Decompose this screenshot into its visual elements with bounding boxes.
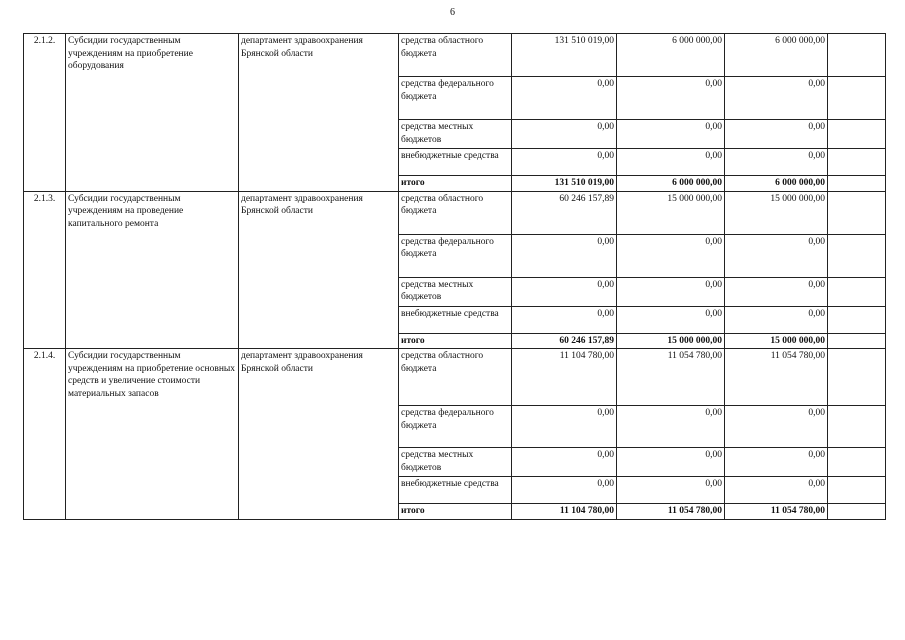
- funding-source: средства местных бюджетов: [399, 277, 512, 306]
- funding-source: внебюджетные средства: [399, 306, 512, 333]
- amount-v2: 11 054 780,00: [617, 504, 725, 520]
- section-name: Субсидии государственным учреждениям на приобретение основных средств и увеличение стоимости материальных запасов: [66, 349, 239, 520]
- empty-cell: [828, 349, 886, 406]
- funding-source: средства местных бюджетов: [399, 448, 512, 477]
- funding-source: средства местных бюджетов: [399, 120, 512, 149]
- amount-v2: 0,00: [617, 306, 725, 333]
- empty-cell: [828, 504, 886, 520]
- amount-v3: 15 000 000,00: [725, 191, 828, 234]
- table-row: [24, 34, 886, 77]
- amount-v2: 0,00: [617, 277, 725, 306]
- amount-v1: 0,00: [512, 277, 617, 306]
- section-executor: департамент здравоохранения Брянской области: [239, 191, 399, 349]
- amount-v1: 0,00: [512, 120, 617, 149]
- amount-v3: 6 000 000,00: [725, 176, 828, 192]
- amount-v2: 6 000 000,00: [617, 34, 725, 77]
- empty-cell: [828, 306, 886, 333]
- amount-v3: 0,00: [725, 406, 828, 448]
- funding-source: внебюджетные средства: [399, 477, 512, 504]
- amount-v3: 0,00: [725, 306, 828, 333]
- funding-source: средства областного бюджета: [399, 349, 512, 406]
- amount-v1: 0,00: [512, 234, 617, 277]
- amount-v1: 0,00: [512, 406, 617, 448]
- amount-v2: 0,00: [617, 234, 725, 277]
- amount-v3: 11 054 780,00: [725, 349, 828, 406]
- amount-v2: 0,00: [617, 120, 725, 149]
- section-code: 2.1.2.: [24, 34, 66, 192]
- amount-v1: 0,00: [512, 477, 617, 504]
- amount-v2: 0,00: [617, 448, 725, 477]
- amount-v3: 0,00: [725, 448, 828, 477]
- empty-cell: [828, 77, 886, 120]
- amount-v1: 0,00: [512, 77, 617, 120]
- empty-cell: [828, 406, 886, 448]
- amount-v1: 0,00: [512, 149, 617, 176]
- empty-cell: [828, 176, 886, 192]
- amount-v3: 15 000 000,00: [725, 333, 828, 349]
- empty-cell: [828, 191, 886, 234]
- empty-cell: [828, 333, 886, 349]
- amount-v3: 0,00: [725, 149, 828, 176]
- funding-source: средства федерального бюджета: [399, 77, 512, 120]
- page-number: 6: [450, 7, 455, 18]
- section-executor: департамент здравоохранения Брянской области: [239, 349, 399, 520]
- empty-cell: [828, 34, 886, 77]
- section-executor: департамент здравоохранения Брянской области: [239, 34, 399, 192]
- amount-v3: 11 054 780,00: [725, 504, 828, 520]
- amount-v3: 0,00: [725, 477, 828, 504]
- funding-source: внебюджетные средства: [399, 149, 512, 176]
- amount-v1: 11 104 780,00: [512, 504, 617, 520]
- amount-v2: 0,00: [617, 477, 725, 504]
- amount-v2: 0,00: [617, 406, 725, 448]
- amount-v3: 6 000 000,00: [725, 34, 828, 77]
- amount-v3: 0,00: [725, 120, 828, 149]
- amount-v1: 60 246 157,89: [512, 191, 617, 234]
- funding-source: средства федерального бюджета: [399, 234, 512, 277]
- amount-v2: 15 000 000,00: [617, 333, 725, 349]
- empty-cell: [828, 120, 886, 149]
- empty-cell: [828, 149, 886, 176]
- amount-v1: 131 510 019,00: [512, 34, 617, 77]
- funding-source: средства областного бюджета: [399, 34, 512, 77]
- amount-v1: 131 510 019,00: [512, 176, 617, 192]
- empty-cell: [828, 477, 886, 504]
- amount-v1: 0,00: [512, 306, 617, 333]
- empty-cell: [828, 448, 886, 477]
- table-row: [24, 349, 886, 406]
- funding-source: средства федерального бюджета: [399, 406, 512, 448]
- section-name: Субсидии государственным учреждениям на приобретение оборудования: [66, 34, 239, 192]
- funding-source: итого: [399, 504, 512, 520]
- amount-v3: 0,00: [725, 277, 828, 306]
- section-name: Субсидии государственным учреждениям на проведение капитального ремонта: [66, 191, 239, 349]
- funding-source: итого: [399, 333, 512, 349]
- funding-source: средства областного бюджета: [399, 191, 512, 234]
- amount-v2: 6 000 000,00: [617, 176, 725, 192]
- table-row: [24, 191, 886, 234]
- amount-v2: 11 054 780,00: [617, 349, 725, 406]
- amount-v3: 0,00: [725, 77, 828, 120]
- amount-v1: 11 104 780,00: [512, 349, 617, 406]
- section-code: 2.1.3.: [24, 191, 66, 349]
- empty-cell: [828, 234, 886, 277]
- amount-v2: 0,00: [617, 149, 725, 176]
- amount-v1: 60 246 157,89: [512, 333, 617, 349]
- amount-v2: 0,00: [617, 77, 725, 120]
- funding-source: итого: [399, 176, 512, 192]
- amount-v3: 0,00: [725, 234, 828, 277]
- amount-v1: 0,00: [512, 448, 617, 477]
- amount-v2: 15 000 000,00: [617, 191, 725, 234]
- empty-cell: [828, 277, 886, 306]
- budget-table: [23, 33, 886, 520]
- section-code: 2.1.4.: [24, 349, 66, 520]
